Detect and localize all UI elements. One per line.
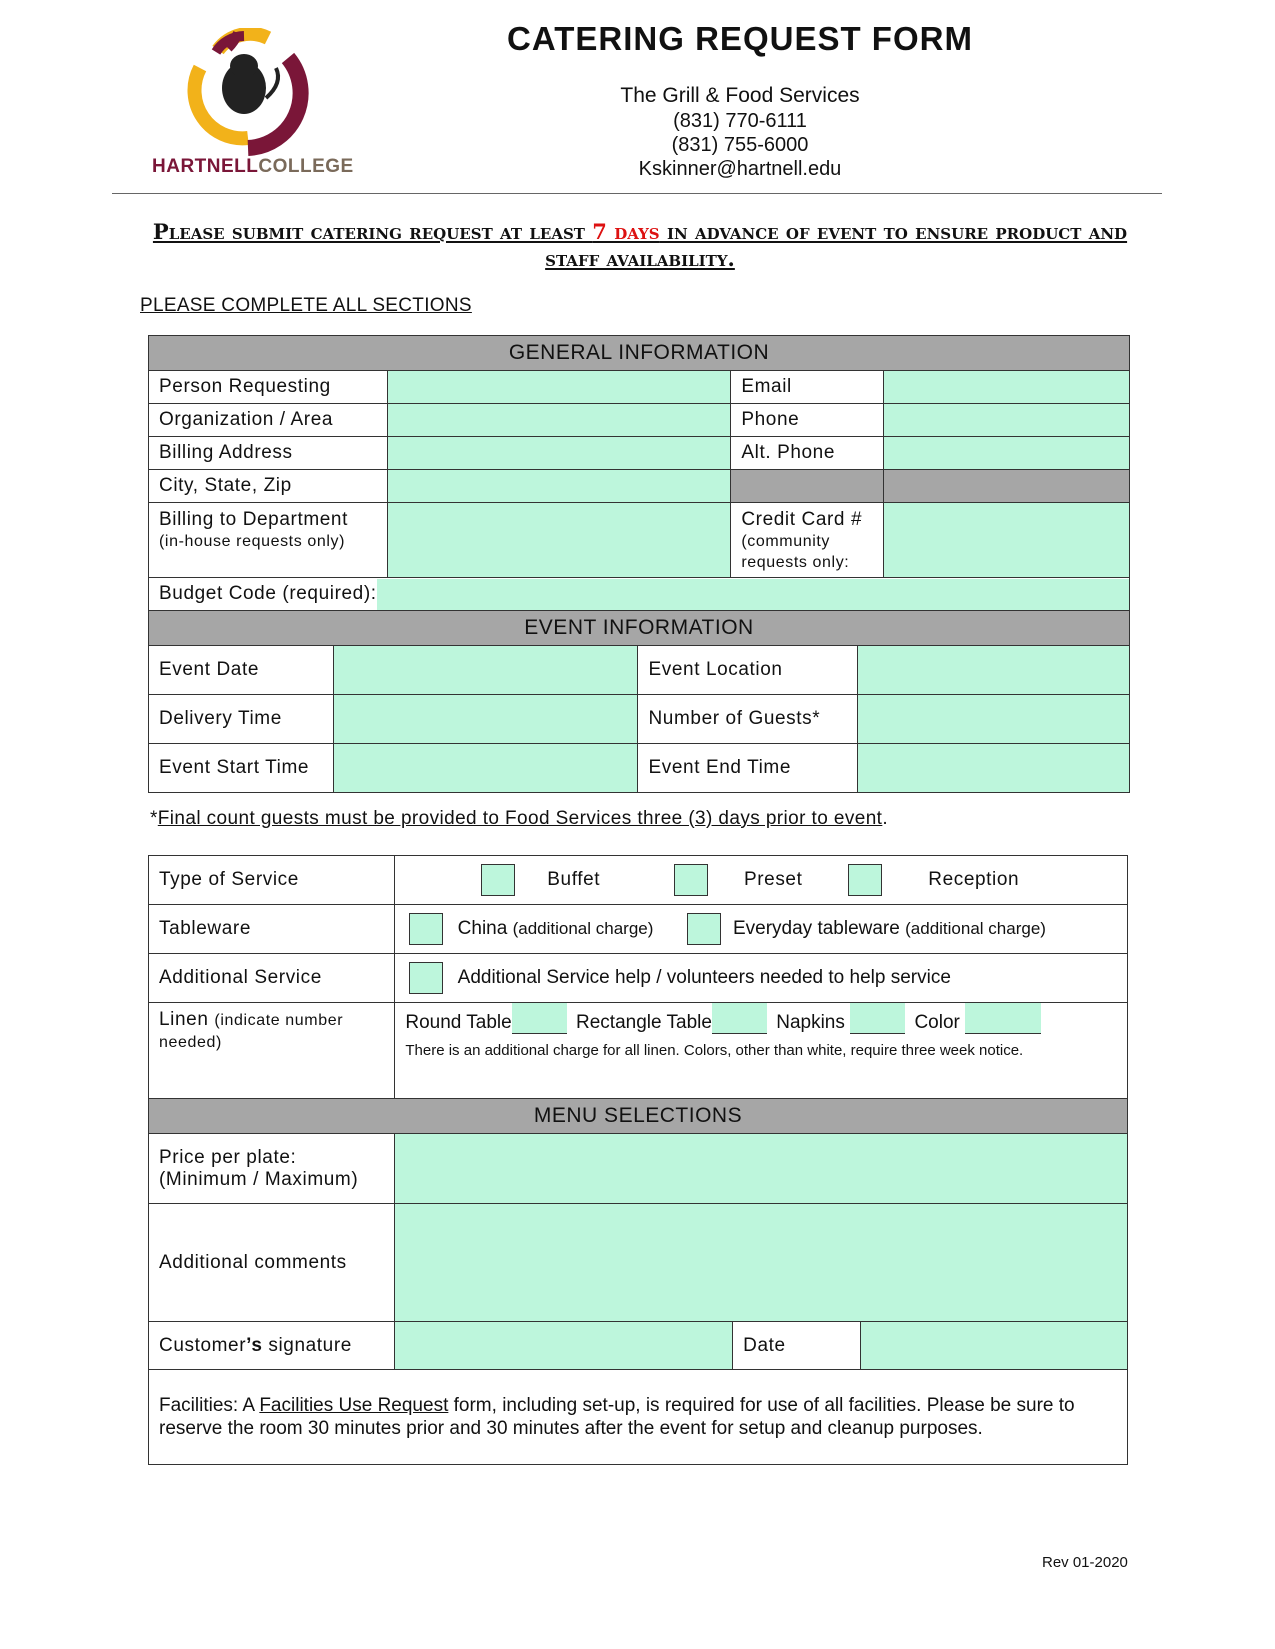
additional-service-option bbox=[395, 954, 1128, 1003]
alt-phone-field[interactable] bbox=[884, 437, 1130, 470]
form-title: CATERING REQUEST FORM bbox=[507, 20, 973, 57]
reception-checkbox[interactable] bbox=[848, 864, 882, 896]
blank-cell bbox=[731, 470, 884, 503]
additional-service-text: Additional Service help / volunteers needed to help service bbox=[457, 967, 951, 989]
preset-label: Preset bbox=[743, 869, 803, 891]
event-date-field[interactable] bbox=[333, 646, 638, 695]
number-of-guests-label: Number of Guests* bbox=[638, 695, 858, 744]
event-start-time-field[interactable] bbox=[333, 744, 638, 793]
org-name: The Grill & Food Services bbox=[620, 84, 860, 107]
event-end-time-field[interactable] bbox=[858, 744, 1130, 793]
logo-wordmark: HARTNELLCOLLEGE bbox=[152, 156, 354, 177]
budget-code-row bbox=[149, 578, 1130, 611]
tableware-options bbox=[395, 905, 1128, 954]
organization-label: Organization / Area bbox=[149, 404, 388, 437]
tableware-label: Tableware bbox=[149, 905, 395, 954]
alt-phone-label: Alt. Phone bbox=[731, 437, 884, 470]
credit-card-label: Credit Card # (community requests only: bbox=[731, 503, 884, 578]
person-requesting-label: Person Requesting bbox=[149, 371, 388, 404]
type-of-service-label: Type of Service bbox=[149, 856, 395, 905]
linen-label: Linen (indicate number needed) bbox=[149, 1003, 395, 1099]
round-table-field[interactable] bbox=[512, 1003, 567, 1034]
contact-email: Kskinner@hartnell.edu bbox=[638, 158, 842, 180]
delivery-time-label: Delivery Time bbox=[149, 695, 334, 744]
round-table-label: Round Table bbox=[405, 1012, 512, 1033]
facilities-note: Facilities: A Facilities Use Request form, including set-up, is required for use of all facilities. Please be sure to reserve the room 30 minutes prior and 30 minutes after the event for setup and cleanup purposes. bbox=[149, 1370, 1128, 1465]
date-label: Date bbox=[733, 1322, 861, 1370]
type-of-service-options bbox=[395, 856, 1128, 905]
city-state-zip-field[interactable] bbox=[387, 470, 731, 503]
china-label: China bbox=[457, 918, 508, 940]
facilities-use-request-link[interactable]: Facilities Use Request bbox=[259, 1395, 449, 1416]
rectangle-table-field[interactable] bbox=[712, 1003, 767, 1034]
billing-address-label: Billing Address bbox=[149, 437, 388, 470]
linen-charge-note: There is an additional charge for all linen. Colors, other than white, require three week notice. bbox=[405, 1042, 1024, 1059]
additional-comments-label: Additional comments bbox=[149, 1204, 395, 1322]
event-location-label: Event Location bbox=[638, 646, 858, 695]
napkins-label: Napkins bbox=[776, 1012, 845, 1033]
email-label: Email bbox=[731, 371, 884, 404]
blank-cell bbox=[884, 470, 1130, 503]
reception-label: Reception bbox=[928, 869, 1020, 891]
customer-signature-field[interactable] bbox=[395, 1322, 733, 1370]
additional-service-label: Additional Service bbox=[149, 954, 395, 1003]
date-field[interactable] bbox=[861, 1322, 1128, 1370]
buffet-label: Buffet bbox=[547, 869, 601, 891]
napkins-field[interactable] bbox=[850, 1003, 905, 1034]
event-information-header: EVENT INFORMATION bbox=[149, 611, 1130, 646]
city-state-zip-label: City, State, Zip bbox=[149, 470, 388, 503]
phone-label: Phone bbox=[731, 404, 884, 437]
price-per-plate-label: Price per plate: (Minimum / Maximum) bbox=[149, 1134, 395, 1204]
credit-card-field[interactable] bbox=[884, 503, 1130, 578]
phone-1: (831) 770-6111 bbox=[673, 110, 807, 132]
general-information-table bbox=[148, 335, 1130, 611]
billing-department-field[interactable] bbox=[387, 503, 731, 578]
email-field[interactable] bbox=[884, 371, 1130, 404]
person-requesting-field[interactable] bbox=[387, 371, 731, 404]
rectangle-table-label: Rectangle Table bbox=[576, 1012, 712, 1033]
preset-checkbox[interactable] bbox=[674, 864, 708, 896]
event-start-time-label: Event Start Time bbox=[149, 744, 334, 793]
billing-address-field[interactable] bbox=[387, 437, 731, 470]
buffet-checkbox[interactable] bbox=[481, 864, 515, 896]
header-divider bbox=[112, 193, 1162, 194]
advance-notice: Please submit catering request at least 7 days in advance of event to ensure product and staff availability. bbox=[152, 219, 1128, 271]
everyday-tableware-checkbox[interactable] bbox=[687, 913, 721, 945]
guest-count-footnote: *Final count guests must be provided to Food Services three (3) days prior to event. bbox=[150, 808, 889, 829]
everyday-tableware-note: (additional charge) bbox=[905, 919, 1046, 939]
phone-field[interactable] bbox=[884, 404, 1130, 437]
billing-department-label: Billing to Department (in-house requests only) bbox=[149, 503, 388, 578]
event-information-table bbox=[148, 610, 1130, 793]
service-menu-table bbox=[148, 855, 1128, 1465]
price-per-plate-field[interactable] bbox=[395, 1134, 1128, 1204]
customer-signature-label: Customer’s signature bbox=[149, 1322, 395, 1370]
additional-service-checkbox[interactable] bbox=[409, 962, 443, 994]
revision-label: Rev 01-2020 bbox=[1042, 1554, 1128, 1571]
event-date-label: Event Date bbox=[149, 646, 334, 695]
china-note: (additional charge) bbox=[512, 919, 654, 939]
china-checkbox[interactable] bbox=[409, 913, 443, 945]
budget-code-field[interactable] bbox=[377, 579, 1129, 610]
organization-field[interactable] bbox=[387, 404, 731, 437]
color-label: Color bbox=[914, 1012, 960, 1033]
number-of-guests-field[interactable] bbox=[858, 695, 1130, 744]
delivery-time-field[interactable] bbox=[333, 695, 638, 744]
complete-all-sections: PLEASE COMPLETE ALL SECTIONS bbox=[140, 295, 472, 316]
phone-2: (831) 755-6000 bbox=[671, 134, 809, 156]
linen-options bbox=[395, 1003, 1128, 1099]
budget-code-label: Budget Code (required): bbox=[159, 583, 377, 604]
event-location-field[interactable] bbox=[858, 646, 1130, 695]
color-field[interactable] bbox=[965, 1003, 1041, 1034]
menu-selections-header: MENU SELECTIONS bbox=[149, 1099, 1128, 1134]
additional-comments-field[interactable] bbox=[395, 1204, 1128, 1322]
event-end-time-label: Event End Time bbox=[638, 744, 858, 793]
general-information-header: GENERAL INFORMATION bbox=[149, 336, 1130, 371]
everyday-tableware-label: Everyday tableware bbox=[732, 918, 900, 940]
